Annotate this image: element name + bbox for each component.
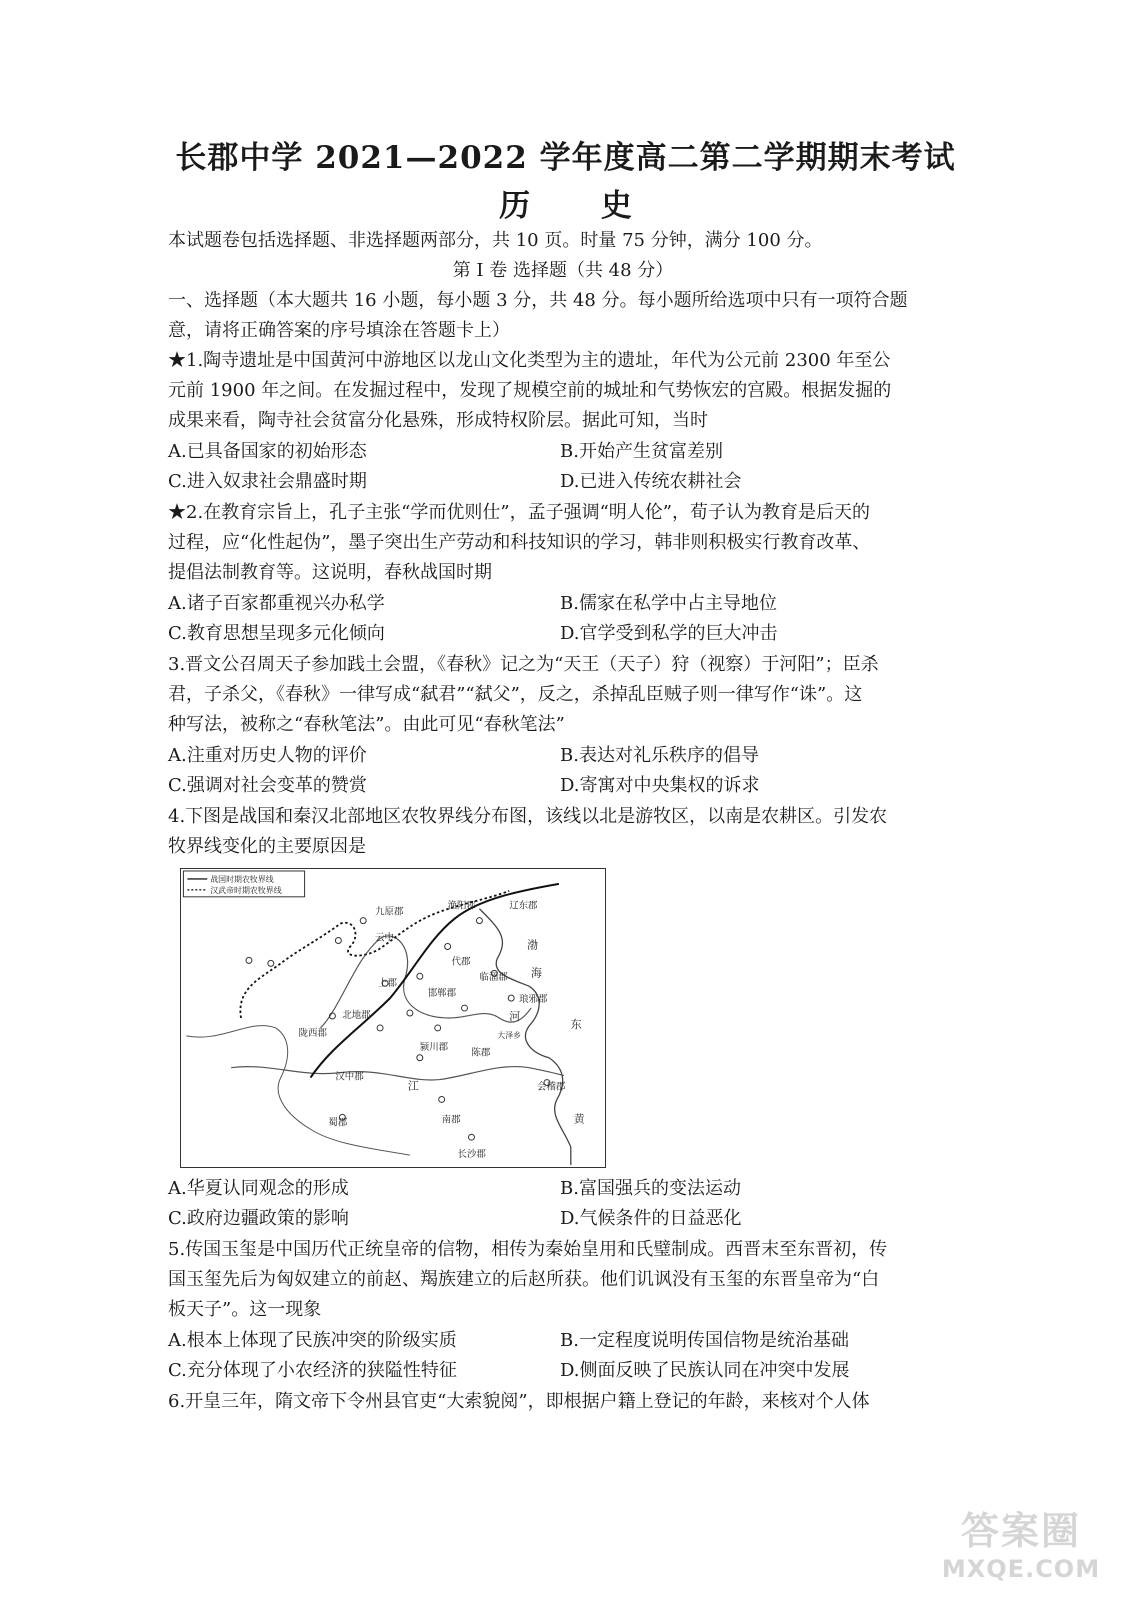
map-label: 临淄郡 [479,972,508,984]
q4-option-a[interactable]: A.华夏认同观念的形成 [168,1178,349,1199]
map-label: 代郡 [451,956,471,968]
q4-option-b[interactable]: B.富国强兵的变法运动 [560,1178,741,1199]
exam-title: 长郡中学 2021—2022 学年度高二第二学期期末考试 [175,140,956,176]
map-dot [360,918,366,924]
map-label: 蜀郡 [328,1117,348,1129]
section-title: 第 I 卷 选择题（共 48 分） [452,260,674,281]
legend-label: 汉武帝时期农牧界线 [210,885,282,895]
map-dot [445,944,451,950]
agro-pastoral-boundary-map [180,868,606,1168]
map-label: 海 [531,966,542,980]
legend-label: 战国时期农牧界线 [210,874,274,884]
q5-option-d[interactable]: D.侧面反映了民族认同在冲突中发展 [560,1360,850,1381]
stem-line: 6.开皇三年，隋文帝下令州县官吏“大索貌阅”，即根据户籍上登记的年龄，来核对个人体 [168,1391,870,1412]
stem-line: ★2.在教育宗旨上，孔子主张“学而优则仕”，孟子强调“明人伦”，荀子认为教育是后天的 [168,502,870,523]
map-label: 黄 [573,1112,585,1126]
map-dot [407,1010,413,1016]
watermark-url: MXQE.COM [941,1555,1101,1583]
stem-line: 过程，应“化性起伪”，墨子突出生产劳动和科技知识的学习，韩非则积极实行教育改革、 [168,532,871,553]
map-dot [417,973,423,979]
map-label: 渔阳郡 [447,900,476,912]
instructions-line: 意，请将正确答案的序号填涂在答题卡上） [168,320,510,341]
map-dot [462,1005,468,1011]
stem-line: 3.晋文公召周天子参加践土会盟，《春秋》记之为“天王（天子）狩（视察）于河阳”；臣杀 [168,654,879,675]
coastline [479,909,570,1165]
stem-line: 元前 1900 年之间。在发掘过程中，发现了规模空前的城址和气势恢宏的宫殿。根据发掘的 [168,380,892,401]
map-dot [335,938,341,944]
map-label: 上郡 [378,978,397,990]
q4-option-d[interactable]: D.气候条件的日益恶化 [560,1208,742,1229]
stem-line: 牧界线变化的主要原因是 [168,836,366,857]
map-label: 渤 [527,938,539,952]
map-label: 会稽郡 [537,1081,566,1093]
q3-option-a[interactable]: A.注重对历史人物的评价 [168,745,367,766]
map-label: 南郡 [441,1114,461,1126]
stem-line: 君，子杀父，《春秋》一律写成“弑君”“弑父”，反之，杀掉乱臣贼子则一律写作“诛”。这 [168,684,863,705]
map-dot [246,957,252,963]
q1-option-a[interactable]: A.已具备国家的初始形态 [168,441,367,462]
q3-option-b[interactable]: B.表达对礼乐秩序的倡导 [560,745,759,766]
q3-option-d[interactable]: D.寄寓对中央集权的诉求 [560,775,760,796]
map-label: 陇西郡 [298,1027,327,1039]
q2-option-c[interactable]: C.教育思想呈现多元化倾向 [168,623,385,644]
exam-subject: 历 史 [499,188,662,224]
stem-line: 提倡法制教育等。这说明，春秋战国时期 [168,562,492,583]
map-label: 大泽乡 [497,1030,522,1040]
map-label: 九原郡 [375,906,404,918]
q5-option-b[interactable]: B.一定程度说明传国信物是统治基础 [560,1330,849,1351]
q2-option-a[interactable]: A.诸子百家都重视兴办私学 [168,593,385,614]
q3-option-c[interactable]: C.强调对社会变革的赞赏 [168,775,367,796]
map-label: 长沙郡 [457,1149,486,1161]
map-dot [435,1025,441,1031]
q4-option-c[interactable]: C.政府边疆政策的影响 [168,1208,349,1229]
stem-line: 4.下图是战国和秦汉北部地区农牧界线分布图，该线以北是游牧区，以南是农耕区。引发农 [168,806,888,827]
map-label: 江 [407,1079,419,1093]
map-label: 河 [509,1009,521,1023]
stem-line: 种写法，被称之“春秋笔法”。由此可见“春秋笔法” [168,714,565,735]
watermark-text: 答案圈 [960,1509,1081,1553]
map-label: 琅邪郡 [519,994,548,1006]
exam-intro: 本试题卷包括选择题、非选择题两部分，共 10 页。时量 75 分钟，满分 100 分。 [168,230,823,251]
q1-option-b[interactable]: B.开始产生贫富差别 [560,441,723,462]
map-dot [508,995,514,1001]
q5-option-a[interactable]: A.根本上体现了民族冲突的阶级实质 [168,1330,457,1351]
map-dot [476,918,482,924]
watermark-logo [941,1500,1101,1588]
q2-option-b[interactable]: B.儒家在私学中占主导地位 [560,593,777,614]
map-label: 东 [570,1017,582,1031]
map-figure [181,869,605,1167]
western-boundary [186,1026,409,1156]
stem-line: 国玉玺先后为匈奴建立的前赵、羯族建立的后赵所获。他们讥讽没有玉玺的东晋皇帝为“白 [168,1269,880,1290]
stem-line: ★1.陶寺遗址是中国黄河中游地区以龙山文化类型为主的遗址，年代为公元前 2300 年至公 [168,350,891,371]
map-label: 北地郡 [342,1010,371,1021]
map-label: 陈郡 [471,1047,491,1059]
map-dot [439,1096,445,1102]
q1-option-c[interactable]: C.进入奴隶社会鼎盛时期 [168,471,367,492]
map-label: 辽东郡 [509,900,538,912]
map-label: 汉中郡 [335,1071,364,1083]
map-label: 颍川郡 [419,1041,449,1053]
stem-line: 5.传国玉玺是中国历代正统皇帝的信物，相传为秦始皇用和氏璧制成。西晋末至东晋初，传 [168,1239,888,1260]
map-label: 邯郸郡 [427,988,457,1000]
q1-option-d[interactable]: D.已进入传统农耕社会 [560,471,742,492]
stem-line: 板天子”。这一现象 [168,1299,322,1320]
q5-option-c[interactable]: C.充分体现了小农经济的狭隘性特征 [168,1360,457,1381]
instructions-line: 一、选择题（本大题共 16 小题，每小题 3 分，共 48 分。每小题所给选项中只有一项符合题 [168,290,908,311]
map-dot [468,1134,474,1140]
map-dot [417,1055,423,1061]
stem-line: 成果来看，陶寺社会贫富分化悬殊，形成特权阶层。据此可知，当时 [168,410,708,431]
map-dot [377,1025,383,1031]
map-label: 云中 [375,932,394,944]
map-dot [268,960,274,966]
q2-option-d[interactable]: D.官学受到私学的巨大冲击 [560,623,778,644]
